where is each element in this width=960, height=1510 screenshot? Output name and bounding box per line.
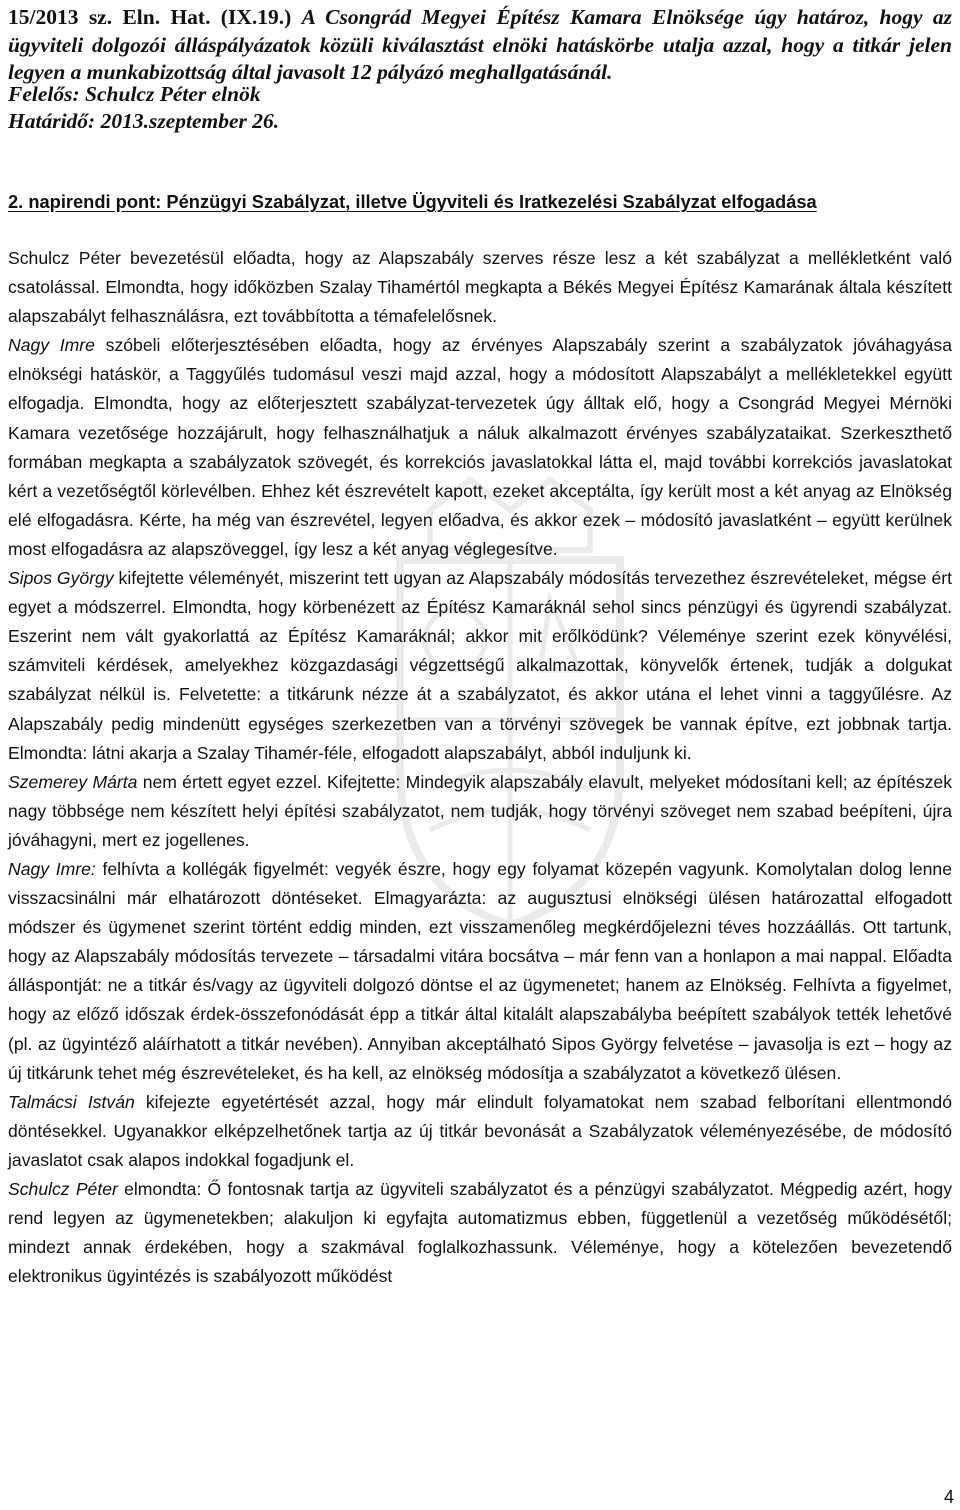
speaker-name: Talmácsi István [8, 1091, 135, 1112]
paragraph-text: kifejezte egyetértését azzal, hogy már elindult folyamatokat nem szabad felborítani ellentmondó döntésekkel. Ugyanakkor elképzelhetőnek tartja az új titkár bevonását a Szabályzatok véleményezésébe, de módosító javaslatot csak alapos indokkal fogadjunk el. [8, 1091, 952, 1170]
paragraph-text: felhívta a kollégák figyelmét: vegyék észre, hogy egy folyamat közepén vagyunk. Komolytalan dolog lenne visszacsinálni már elhatározott döntéseket. Elmagyarázta: az augusztusi elnökségi ülésen határozattal elfogadott módszer és ügymenet szerint történt eddig minden, ezt visszamenőleg megkérdőjelezni téves hozzáállás. Ott tartunk, hogy az Alapszabály módosítás tervezete – társadalmi vitára bocsátva – már fenn van a honlapon a mai nappal. Előadta álláspontját: ne a titkár és/vagy az ügyviteli dolgozó döntse el az ügymenetet; hanem az Elnökség. Felhívta a figyelmet, hogy az előző időszak érdek-összefonódását épp a titkár által kitalált alapszabályba beépített szabályok tették lehetővé (pl. az ügyintéző aláírhatott a titkár nevében). Annyiban akceptálható Sipos György felvetése – javasolja is ezt – hogy az új titkárunk tehet még észrevételeket, és ha kell, az elnökség módosítja a szabályzatot a következő ülésen. [8, 858, 953, 1083]
responsible-line: Felelős: Schulcz Péter elnök [8, 82, 261, 106]
paragraph-text: szóbeli előterjesztésében előadta, hogy az érvényes Alapszabály szerint a szabályzatok jóváhagyása elnökségi hatáskör, a Taggyűlés tudomásul veszi majd azzal, hogy a módosított Alapszabályt a mellékletekkel együtt elfogadja. Elmondta, hogy az előterjesztett szabályzat-tervezetek úgy álltak elő, hogy a Csongrád Megyei Mérnöki Kamara vezetősége hozzájárult, hogy felhasználhatjuk a náluk alkalmazott érvényes szabályzataikat. Szerkeszthető formában megkapta a szabályzatok szövegét, és korrekciós javaslatokkal látta el, majd további korrekciós javaslatokat kért a vezetőségtől körlevélben. Ehhez két észrevételt kapott, ezeket akceptálta, így került most a két anyag az Elnökség elé elfogadásra. Kérte, ha még van észrevétel, legyen előadva, és akkor ezek – módosító javaslatként – együtt kerülnek most elfogadásra az alapszöveggel, így lesz a két anyag véglegesítve. [8, 335, 953, 559]
paragraph-text: nem értett egyet ezzel. Kifejtette: Mindegyik alapszabály elavult, melyeket módosítani kell; az építészek nagy többsége nem készített helyi építési szabályzatot, nem tudják, hogy törvényi szöveget nem szabad beépíteni, újra jóváhagyni, mert ez jogellenes. [8, 771, 952, 850]
speaker-name: Schulcz Péter [8, 1179, 118, 1199]
deadline-line: Határidő: 2013.szeptember 26. [8, 109, 280, 133]
paragraph-text: kifejtette véleményét, miszerint tett ugyan az Alapszabály módosítás tervezethez észrevételeket, mégse ért egyet a módszerrel. Elmondta, hogy körbenézett az Építész Kamaráknál sehol sincs pénzügyi és ügyrendi szabályzat. Eszerint nem vált gyakorlattá az Építész Kamaráknál; akkor mit erőlködünk? Véleménye szerint ezek könyvélési, számviteli kérdések, amelyekhez közgazdasági végzettségű alkalmazottak, könyvelők értenek, tudják a dolgukat szabályzat nélkül is. Felvetette: a titkárunk nézze át a szabályzatot, és akkor utána el lehet vinni a taggyűlésre. Az Alapszabály pedig mindenütt egységes szerkezetben van a törvényi szövegek be vannak építve, ezt jobbnak tartja. Elmondta: látni akarja a Szalay Tihamér-féle, elfogadott alapszabályt, abból induljunk ki. [8, 568, 952, 763]
paragraph-szemerey-marta [8, 768, 952, 855]
paragraph-nagy-imre-2 [8, 855, 952, 1088]
paragraph-schulcz-peter [8, 1175, 952, 1291]
resolution-text: A Csongrád Megyei Építész Kamara Elnöksége úgy határoz, hogy az ügyviteli dolgozói álláspályázatok közüli kiválasztást elnöki hatáskörbe utalja azzal, hogy a titkár jelen legyen a munkabizottság által javasolt 12 pályázó meghallgatásánál. [8, 5, 953, 84]
paragraph-nagy-imre-1 [8, 331, 952, 564]
paragraph-talmacsi-istvan [8, 1088, 952, 1175]
minutes-body [8, 244, 952, 1291]
agenda-item-heading: 2. napirendi pont: Pénzügyi Szabályzat, illetve Ügyviteli és Iratkezelési Szabályzat elfogadása [8, 191, 817, 212]
paragraph-text: Schulcz Péter bevezetésül előadta, hogy az Alapszabály szerves része lesz a két szabályzat a mellékletként való csatolással. Elmondta, hogy időközben Szalay Tihamértól megkapta a Békés Megyei Építész Kamarának általa készített alapszabályt felhasználásra, ezt továbbította a témafelelősnek. [8, 248, 952, 327]
resolution-number: 15/2013 sz. Eln. Hat. (IX.19.) [8, 5, 292, 29]
page-number: 4 [943, 1487, 954, 1507]
resolution-paragraph [8, 4, 952, 87]
paragraph-sipos-gyorgy [8, 564, 952, 768]
speaker-name: Nagy Imre: [8, 858, 96, 879]
speaker-name: Sipos György [8, 568, 114, 589]
speaker-name: Nagy Imre [8, 335, 95, 356]
speaker-name: Szemerey Márta [8, 771, 138, 792]
paragraph-text: elmondta: Ő fontosnak tartja az ügyviteli szabályzatot és a pénzügyi szabályzatot. Mégpedig azért, hogy rend legyen az ügymenetekben; alakuljon ki egyfajta automatizmus ebben, függetlenül a vezetőség működésétől; mindezt annak érdekében, hogy a szakmával foglalkozhassunk. Véleménye, hogy a kötelezően bevezetendő elektronikus ügyintézés is szabályozott működést [8, 1179, 953, 1287]
paragraph-intro [8, 244, 952, 331]
